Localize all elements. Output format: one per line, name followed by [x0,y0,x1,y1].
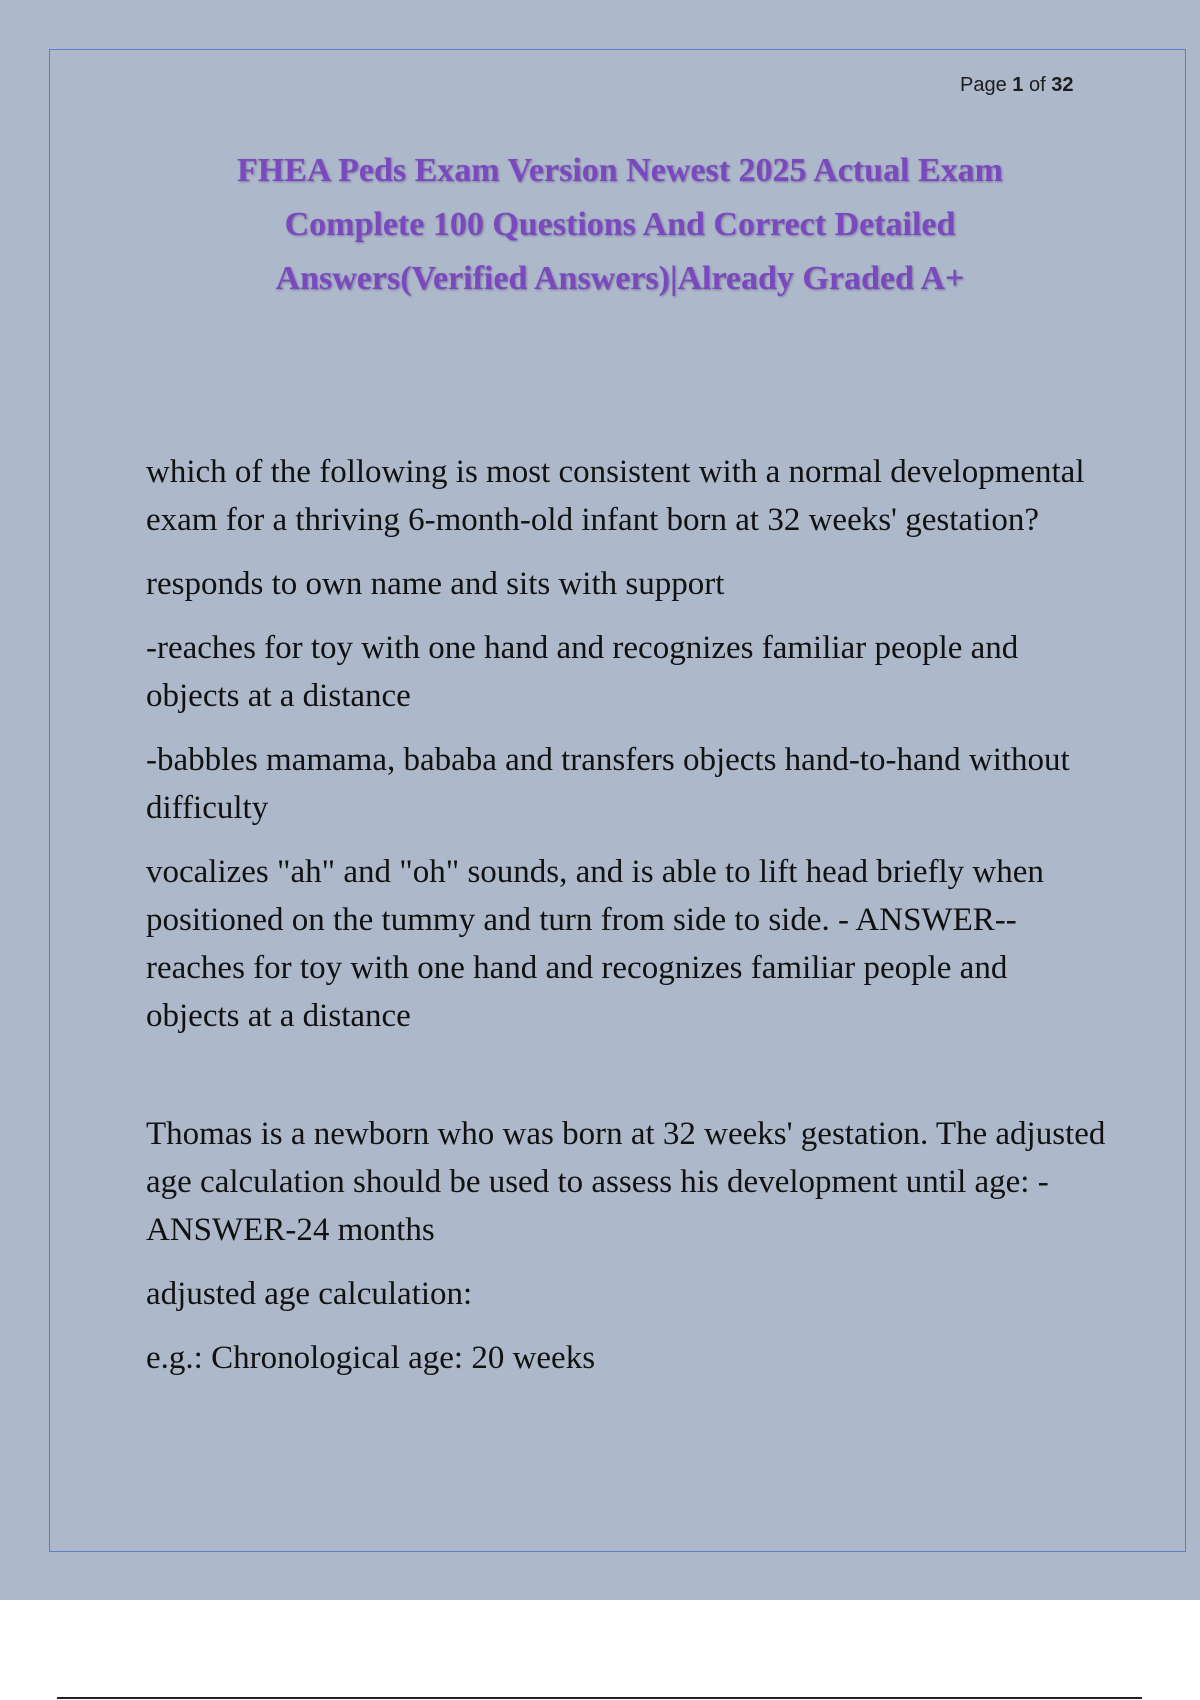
question-1-text: which of the following is most consistent with a normal developmental exam for a thriving 6-month-old infant born at 32 weeks' gestation? [146,454,1085,538]
page-number [960,74,1100,97]
footer-divider [57,1697,1142,1699]
question-1-option-2: -reaches for toy with one hand and recognizes familiar people and objects at a distance [146,630,1019,714]
page-label: Page [960,74,1007,96]
adjusted-age-heading: adjusted age calculation: [146,1276,473,1312]
question-1-option-4-answer: vocalizes "ah" and "oh" sounds, and is able to lift head briefly when positioned on the tummy and turn from side to side. - ANSWER--reaches for toy with one hand and recognizes familiar people and objects at a distance [146,854,1044,1034]
title-line-2: Complete 100 Questions And Correct Detailed [284,206,956,243]
page-total: 32 [1051,74,1074,96]
page-current: 1 [1012,74,1024,96]
document-body [146,448,1106,1398]
adjusted-age-example: e.g.: Chronological age: 20 weeks [146,1340,596,1376]
question-2-text: Thomas is a newborn who was born at 32 weeks' gestation. The adjusted age calculation should be used to assess his development until age: - ANSWER-24 months [146,1116,1106,1248]
question-1-option-3: -babbles mamama, bababa and transfers objects hand-to-hand without difficulty [146,742,1070,826]
title-line-3: Answers(Verified Answers)|Already Graded A+ [275,260,965,297]
document-title [150,144,1090,306]
page-separator: of [1028,74,1046,96]
title-line-1: FHEA Peds Exam Version Newest 2025 Actual Exam [237,152,1003,189]
question-1-option-1: responds to own name and sits with support [146,566,725,602]
